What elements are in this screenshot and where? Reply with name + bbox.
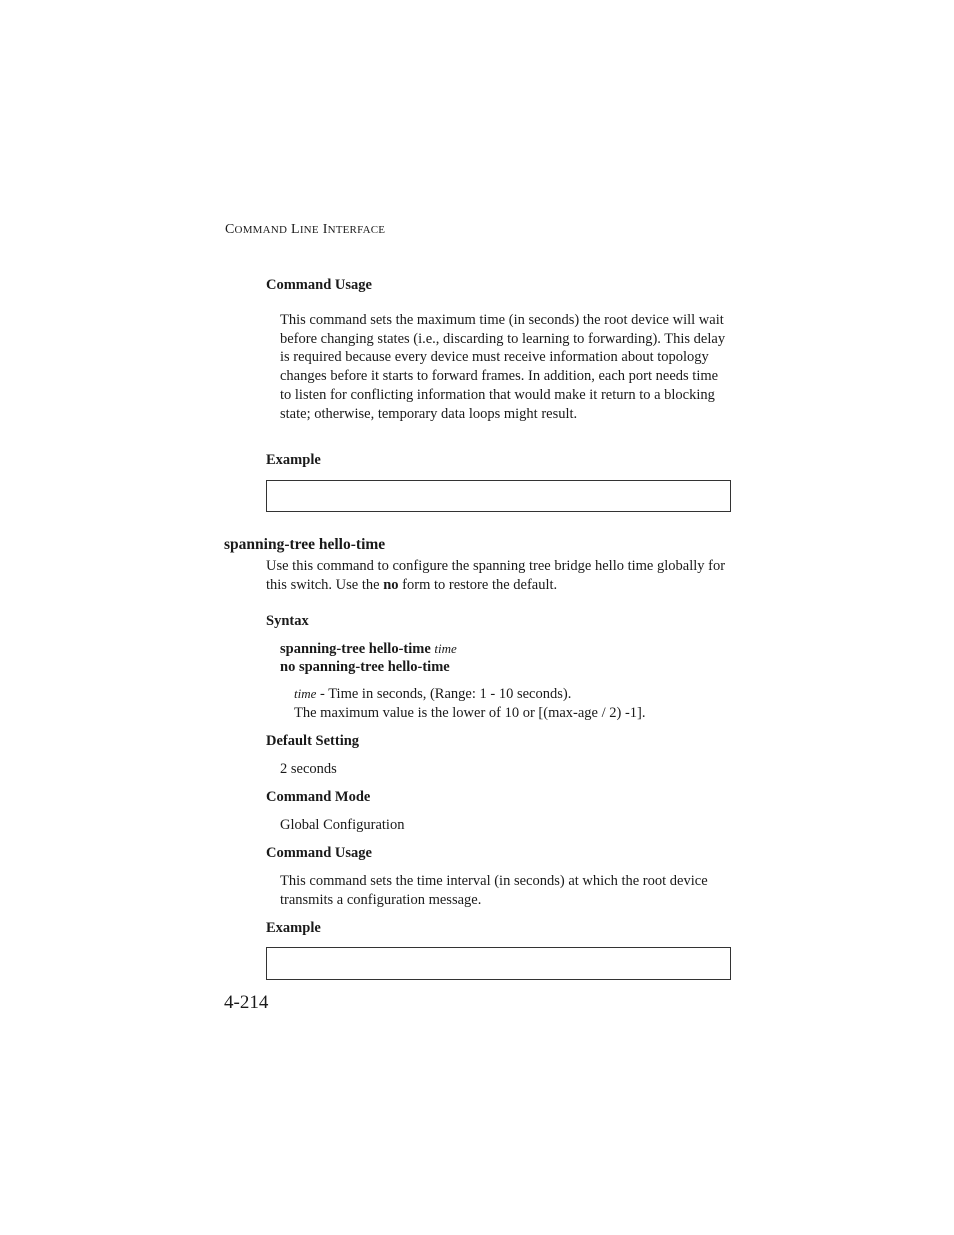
syntax-line-2: no spanning-tree hello-time	[280, 659, 450, 675]
command-mode-heading: Command Mode	[266, 789, 371, 805]
command-title: spanning-tree hello-time	[224, 536, 386, 553]
example-code-box-2	[266, 947, 731, 980]
syntax-heading: Syntax	[266, 613, 309, 629]
default-setting-heading: Default Setting	[266, 733, 360, 749]
example-heading: Example	[266, 452, 321, 468]
example-code-box	[266, 480, 731, 512]
command-usage-text-2: This command sets the time interval (in seconds) at which the root device transmits a configuration message.	[280, 873, 708, 908]
parameter-note: The maximum value is the lower of 10 or [(max-age / 2) -1].	[294, 705, 646, 721]
command-usage-heading: Command Usage	[266, 277, 372, 293]
command-intro: Use this command to configure the spanning tree bridge hello time globally for this switch. Use the no form to restore the default.	[266, 558, 726, 593]
command-usage-text: This command sets the maximum time (in seconds) the root device will wait before changing states (i.e., discarding to learning to forwarding). This delay is required because every device must receive information about topology changes before it starts to forward frames. In addition, each port needs time to listen for conflicting information that would make it return to a blocking state; otherwise, temporary data loops might result.	[280, 312, 726, 422]
command-usage-heading-2: Command Usage	[266, 845, 372, 861]
default-setting-value: 2 seconds	[280, 761, 337, 777]
example-heading-2: Example	[266, 920, 321, 936]
running-header: COMMAND LINE INTERFACE	[225, 222, 386, 237]
command-mode-value: Global Configuration	[280, 817, 405, 833]
syntax-line-1: spanning-tree hello-time time	[280, 641, 457, 657]
parameter-description: time - Time in seconds, (Range: 1 - 10 seconds).	[294, 686, 572, 702]
page-number: 4-214	[224, 992, 269, 1013]
no-keyword: no	[383, 576, 399, 593]
